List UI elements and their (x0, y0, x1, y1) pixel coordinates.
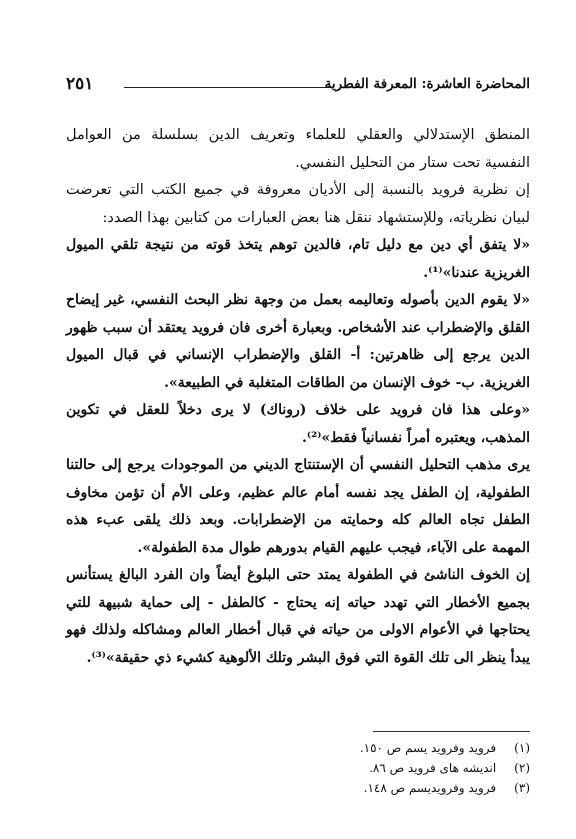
quote-paragraph: «لا يقوم الدين بأصوله وتعاليمه بعمل من وجهة نظر البحث النفسي، غير إيضاح القلق والإضطراب عند الأشخاص. وبعبارة أخرى فان فرويد يعتقد أن سبب ظهور الدين يرجع إلى ظاهرتين: أ- القلق والإضطراب الإنساني في قبال الميول الغريزية. ب- خوف الإنسان من الطاقات المتغلبة في الطبيعة». (66, 292, 530, 391)
body-text (66, 122, 530, 672)
chapter-title: المحاضرة العاشرة: المعرفة الفطرية (324, 76, 530, 92)
footnote (300, 758, 530, 778)
paragraph: المنطق الإستدلالي والعقلي للعلماء وتعريف الدين بسلسلة من العوامل النفسية تحت ستار من التحليل النفسي. (66, 127, 530, 171)
paragraph: إن نظرية فرويد بالنسبة إلى الأديان معروفة في جميع الكتب التي تعرضت لبيان نظرياته، وللإستشهاد ننقل هنا بعض العبارات من كتابين بهذا الصدد: (66, 182, 530, 226)
header-rule (124, 87, 330, 88)
footnote (300, 778, 530, 798)
footnote-text: انديشه هاى فرويد ص ٨٦. (369, 761, 497, 775)
footnotes (300, 738, 530, 798)
quote-paragraph: يرى مذهب التحليل النفسي أن الإستنتاج الديني من الموجودات يرجع إلى حالتنا الطفولية، إن الطفل يجد نفسه أمام عالم عظيم، وعلى الأم أن تؤمن مخاوف الطفل تجاه العالم كله وحمايته من الإضطرابات. وبعد ذلك يلقى عبء هذه المهمة على الآباء، فيجب عليهم القيام بدورهم طوال مدة الطفولة». (66, 457, 530, 556)
footnote-text: فرويد وفرويديسم ص ١٤٨. (363, 781, 497, 795)
footnote-text: فرويد وفرويد يسم ص ١٥٠. (359, 741, 497, 755)
quote-paragraph: «وعلى هذا فان فرويد على خلاف (روناك) لا يرى دخلاً للعقل في تكوين المذهب، ويعتبره أمراً نفسانياً فقط»⁽²⁾. (66, 402, 530, 446)
quote-paragraph: «لا يتفق أي دين مع دليل تام، فالدين توهم يتخذ قوته من نتيجة تلقي الميول الغريزية عندنا»⁽¹⁾. (66, 237, 530, 281)
footnote-rule (373, 731, 530, 732)
footnote-number: (٣) (514, 781, 530, 795)
footnote-number: (١) (514, 741, 530, 755)
footnote-number: (٢) (514, 761, 530, 775)
running-header (66, 74, 530, 100)
footnote (300, 738, 530, 758)
page-number: ٢٥١ (66, 74, 94, 94)
quote-paragraph: إن الخوف الناشئ في الطفولة يمتد حتى البلوغ أيضاً وان الفرد البالغ يستأنس بجميع الأخطار التي تهدد حياته إنه يحتاج - كالطفل - إلى حماية شبيهة للتي يحتاجها في الأعوام الاولى من حياته في قبال أخطار العالم ومشاكله ولذلك فهو يبدأ ينظر الى تلك القوة التي فوق البشر وتلك الألوهية كشيء ذي حقيقة»⁽³⁾. (66, 567, 530, 666)
